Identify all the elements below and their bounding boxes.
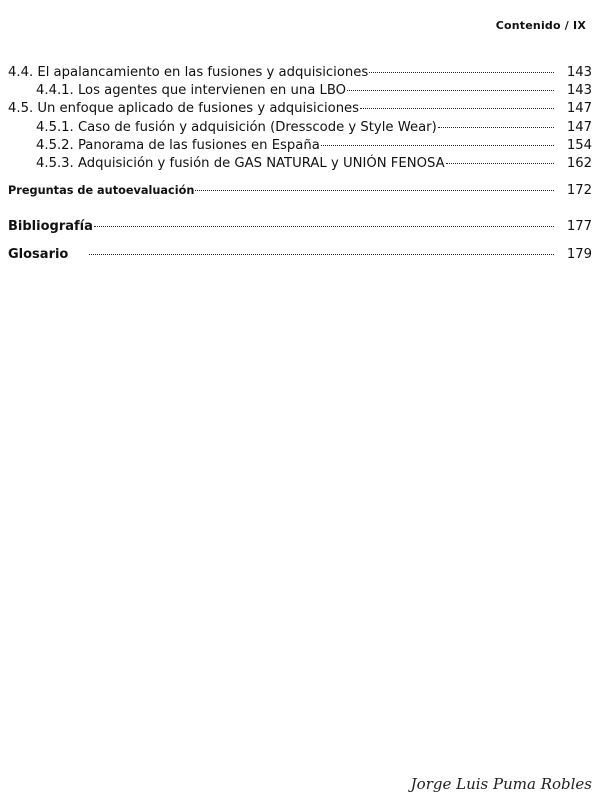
dot-leader xyxy=(94,226,554,227)
toc-entry-4-5-3[interactable] xyxy=(36,155,592,172)
toc-entry-page: 143 xyxy=(566,83,592,98)
dot-leader xyxy=(360,108,554,109)
toc-entry-glosario[interactable] xyxy=(8,246,592,263)
toc-entry-label: 4.5. Un enfoque aplicado de fusiones y adquisiciones xyxy=(8,101,360,116)
toc-entry-page: 143 xyxy=(566,65,592,80)
toc-entry-page: 172 xyxy=(566,183,592,198)
toc-entry-4-5-2[interactable] xyxy=(36,137,592,154)
toc-entry-4-4-1[interactable] xyxy=(36,82,592,99)
dot-leader xyxy=(438,127,554,128)
toc-entry-label: Bibliografía xyxy=(8,219,93,234)
toc-entry-4-5[interactable] xyxy=(8,100,592,117)
dot-leader xyxy=(321,145,554,146)
toc-entry-label: Preguntas de autoevaluación xyxy=(8,184,195,197)
dot-leader xyxy=(347,90,554,91)
toc-entry-bibliografia[interactable] xyxy=(8,218,592,235)
toc-entry-label: 4.4.1. Los agentes que intervienen en una LBO xyxy=(36,83,347,98)
dot-leader xyxy=(195,190,554,191)
toc-entry-4-5-1[interactable] xyxy=(36,119,592,136)
toc-entry-label: 4.5.3. Adquisición y fusión de GAS NATURAL y UNIÓN FENOSA xyxy=(36,156,445,171)
dot-leader xyxy=(446,163,554,164)
toc-entry-4-4[interactable] xyxy=(8,64,592,81)
toc-entry-page: 147 xyxy=(566,120,592,135)
running-header: Contenido / IX xyxy=(495,19,586,32)
toc-entry-label: 4.4. El apalancamiento en las fusiones y adquisiciones xyxy=(8,65,369,80)
toc-entry-page: 179 xyxy=(566,247,592,262)
toc-entry-autoevaluacion[interactable] xyxy=(8,182,592,199)
author-signature: Jorge Luis Puma Robles xyxy=(410,775,592,793)
dot-leader xyxy=(369,72,554,73)
toc-entry-page: 154 xyxy=(566,138,592,153)
toc-entry-page: 177 xyxy=(566,219,592,234)
toc-entry-page: 162 xyxy=(566,156,592,171)
toc-entry-label: Glosario xyxy=(8,247,69,262)
toc-entry-label: 4.5.1. Caso de fusión y adquisición (Dresscode y Style Wear) xyxy=(36,120,437,135)
dot-leader xyxy=(89,254,554,255)
toc-entry-page: 147 xyxy=(566,101,592,116)
toc-entry-label: 4.5.2. Panorama de las fusiones en España xyxy=(36,138,320,153)
